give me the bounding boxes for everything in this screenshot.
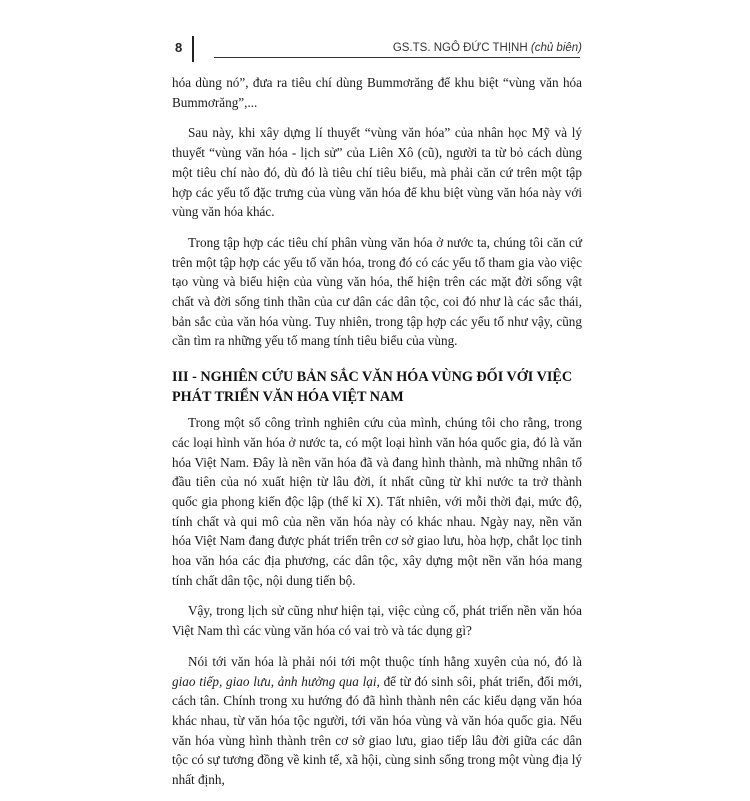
- paragraph-2: Sau này, khi xây dựng lí thuyết “vùng văn hóa” của nhân học Mỹ và lý thuyết “vùng văn hóa - lịch sử” của Liên Xô (cũ), người ta từ bỏ cách dùng một tiêu chí nào đó, dù đó là tiêu chí tiêu biểu, mà phải căn cứ trên một tập hợp các yếu tố đặc trưng của vùng văn hóa để khu biệt vùng văn hóa này với vùng văn hóa khác.: [172, 125, 582, 220]
- page-body: [172, 73, 582, 801]
- paragraph-6: [172, 652, 582, 790]
- paragraph-6-text-b: , để từ đó sinh sôi, phát triển, đổi mới, cách tân. Chính trong xu hướng đó đã hình thành nên các kiểu dạng văn hóa khác nhau, từ văn hóa tộc người, tới văn hóa vùng và văn hóa quốc gia. Nếu văn hóa vùng hình thành trên cơ sở giao lưu, giao tiếp lâu đời giữa các dân tộc có sự tương đồng về kinh tế, xã hội, cùng sinh sống trong một vùng địa lý nhất định,: [172, 673, 582, 788]
- header-rule: [214, 57, 580, 58]
- section-heading: III - NGHIÊN CỨU BẢN SẮC VĂN HÓA VÙNG ĐỐI VỚI VIỆC PHÁT TRIỂN VĂN HÓA VIỆT NAM: [172, 369, 573, 406]
- running-head-role: (chủ biên): [530, 42, 582, 54]
- paragraph-5: Vậy, trong lịch sử cũng như hiện tại, việc củng cố, phát triển nền văn hóa Việt Nam thì các vùng văn hóa có vai trò và tác dụng gì?: [172, 603, 582, 639]
- paragraph-6-italic: giao tiếp, giao lưu, ảnh hưởng qua lại: [172, 673, 377, 689]
- paragraph-3: Trong tập hợp các tiêu chí phân vùng văn hóa ở nước ta, chúng tôi căn cứ trên một tập hợp các yếu tố văn hóa, trong đó có các yếu tố tham gia vào việc tạo vùng và biểu hiện của vùng văn hóa, thể hiện trên các mặt đời sống vật chất và đời sống tinh thần của cư dân các dân tộc, coi đó như là các sắc thái, bản sắc của văn hóa vùng. Tuy nhiên, trong tập hợp các yếu tố như vậy, cũng cần tìm ra những yếu tố mang tính tiêu biểu của vùng.: [172, 234, 582, 349]
- paragraph-6-text-a: Nói tới văn hóa là phải nói tới một thuộc tính hằng xuyên của nó, đó là: [188, 653, 582, 669]
- running-head: [393, 42, 582, 54]
- running-head-author: GS.TS. NGÔ ĐỨC THỊNH: [392, 42, 528, 54]
- page-number: 8: [175, 40, 183, 55]
- header-vertical-rule: [192, 36, 194, 62]
- paragraph-4: Trong một số công trình nghiên cứu của mình, chúng tôi cho rằng, trong các loại hình văn hóa ở nước ta, có một loại hình văn hóa quốc gia, đó là văn hóa Việt Nam. Đây là nền văn hóa đã và đang hình thành, mà những nhân tố đầu tiên của nó xuất hiện từ lâu đời, ít nhất cũng từ khi nước ta trở thành quốc gia phong kiến độc lập (thế kỉ X). Tất nhiên, với mỗi thời đại, mức độ, tính chất và qui mô của nền văn hóa này có khác nhau. Ngày nay, nền văn hóa Việt Nam đang được phát triển trên cơ sở giao lưu, hòa hợp, chắt lọc tinh hoa văn hóa các địa phương, các dân tộc, xây dựng một nền văn hóa mang tính chất dân tộc, nội dung tiến bộ.: [172, 415, 582, 588]
- paragraph-1: hóa dùng nó”, đưa ra tiêu chí dùng Bummơrăng để khu biệt “vùng văn hóa Bummơrăng”,...: [172, 75, 582, 110]
